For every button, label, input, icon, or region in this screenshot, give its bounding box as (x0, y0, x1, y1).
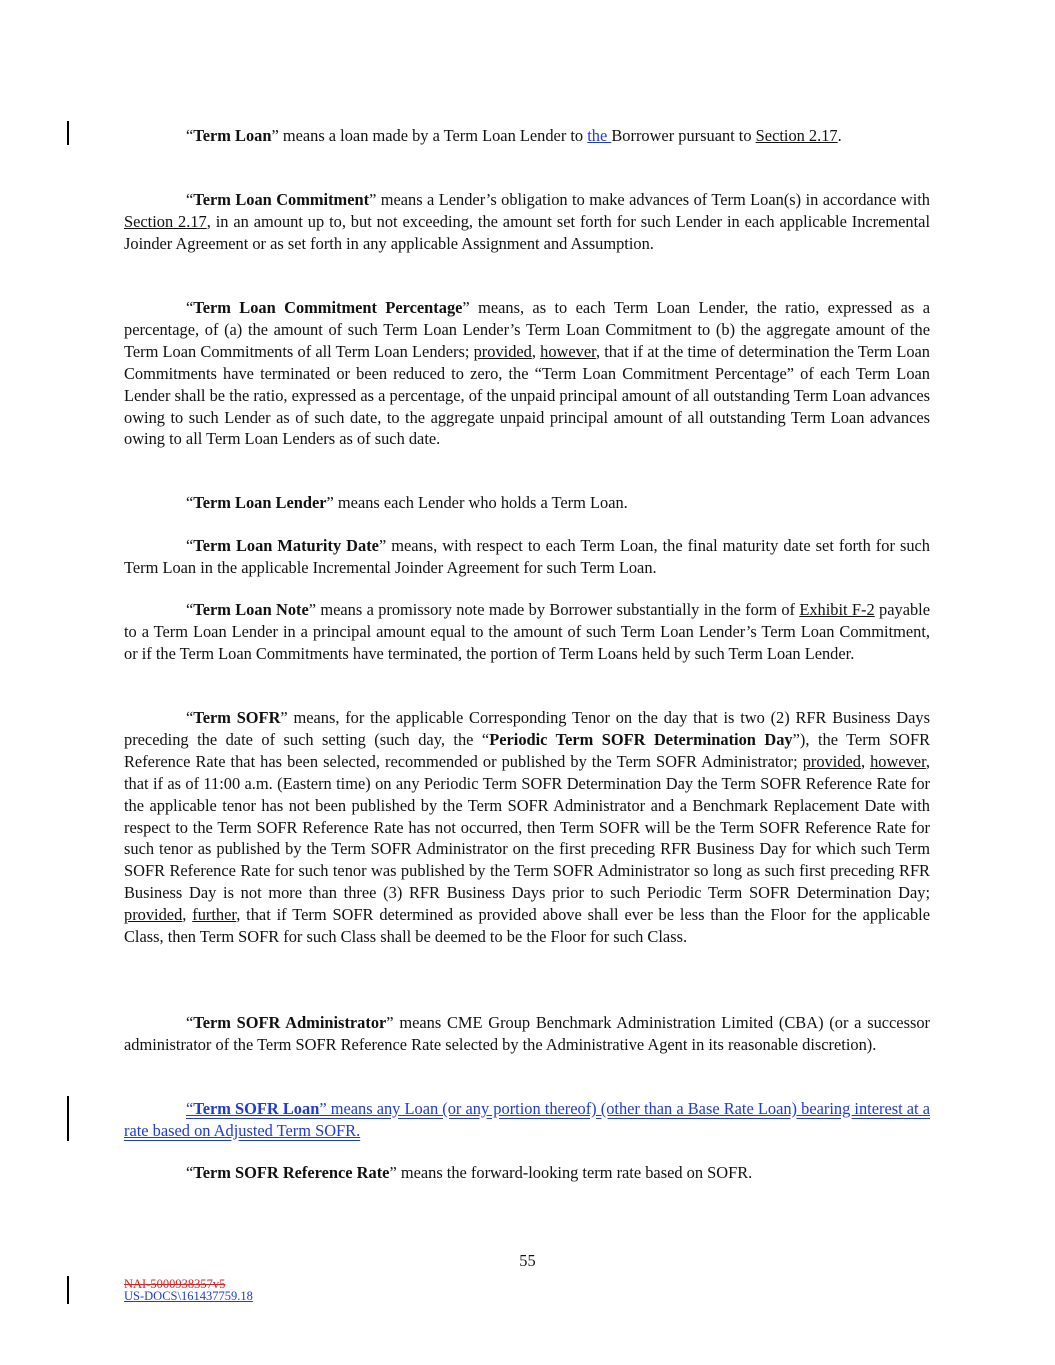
definition-term-loan: “Term Loan” means a loan made by a Term Loan Lender to the Borrower pursuant to Section 2.17. (186, 126, 842, 145)
defined-term: Term Loan Maturity Date (193, 536, 379, 555)
definition-term-loan-commitment-percentage: “Term Loan Commitment Percentage” means, as to each Term Loan Lender, the ratio, expressed as a percentage, of (a) the amount of such Term Loan Lender’s Term Loan Commitment to (b) the aggregate amount of the Term Loan Commitments of all Term Loan Lenders; provided, however, that if at the time of determination the Term Loan Commitments have terminated or been reduced to zero, the “Term Loan Commitment Percentage” of each Term Loan Lender shall be the ratio, expressed as a percentage, of the unpaid principal amount of all outstanding Term Loan advances owing to such Lender as of such date, to the aggregate unpaid principal amount of all outstanding Term Loan advances owing to all Term Loan Lenders as of such date. (124, 298, 930, 449)
definition-term-loan-note: “Term Loan Note” means a promissory note made by Borrower substantially in the form of Exhibit F-2 payable to a Term Loan Lender in a principal amount equal to the amount of such Term Loan Lender’s Term Loan Commitment, or if the Term Loan Commitments have terminated, the portion of Term Loans held by such Term Loan Lender. (124, 600, 930, 663)
defined-term: Term Loan (193, 126, 272, 145)
definition-term-sofr: “Term SOFR” means, for the applicable Corresponding Tenor on the day that is two (2) RFR Business Days preceding the date of such setting (such day, the “Periodic Term SOFR Determination Day”), the Term SOFR Reference Rate that has been selected, recommended or published by the Term SOFR Administrator; provided, however, that if as of 11:00 a.m. (Eastern time) on any Periodic Term SOFR Determination Day the Term SOFR Reference Rate for the applicable tenor has not been published by the Term SOFR Administrator and a Benchmark Replacement Date with respect to the Term SOFR Reference Rate has not occurred, then Term SOFR will be the Term SOFR Reference Rate for such tenor as published by the Term SOFR Administrator on the first preceding RFR Business Day for which such Term SOFR Reference Rate for such tenor was published by the Term SOFR Administrator so long as such first preceding RFR Business Day is not more than three (3) RFR Business Days prior to such Periodic Term SOFR Determination Day; provided, further, that if Term SOFR determined as provided above shall ever be less than the Floor for the applicable Class, then Term SOFR for such Class shall be deemed to be the Floor for such Class. (124, 708, 930, 947)
defined-term: Term Loan Lender (193, 493, 327, 512)
definition-term-sofr-loan (124, 1098, 930, 1142)
definition-term-loan-lender: “Term Loan Lender” means each Lender who holds a Term Loan. (186, 493, 628, 512)
defined-term: Term Loan Commitment Percentage (193, 298, 463, 317)
definition-term-sofr-reference-rate: “Term SOFR Reference Rate” means the forward-looking term rate based on SOFR. (186, 1163, 753, 1182)
inserted-text: the (587, 126, 612, 145)
inserted-text: “Term SOFR Loan” means any Loan (or any portion thereof) (other than a Base Rate Loan) bearing interest at a rate based on Adjusted Term SOFR. (124, 1099, 930, 1140)
page-number: 55 (519, 1251, 536, 1270)
defined-term: Term SOFR Reference Rate (193, 1163, 390, 1182)
change-bar (67, 1096, 69, 1141)
defined-term: Term SOFR Administrator (193, 1013, 387, 1032)
change-bar (67, 121, 69, 145)
definition-term-loan-commitment: “Term Loan Commitment” means a Lender’s obligation to make advances of Term Loan(s) in accordance with Section 2.17, in an amount up to, but not exceeding, the amount set forth for such Lender in each applicable Incremental Joinder Agreement or as set forth in any applicable Assignment and Assumption. (124, 190, 931, 253)
section-reference: Section 2.17 (124, 211, 207, 231)
defined-term: Term Loan Note (193, 600, 309, 619)
deleted-document-id: NAI-5000938357v5 (124, 1277, 226, 1291)
exhibit-reference: Exhibit F-2 (799, 600, 875, 619)
defined-term: Term SOFR Loan (193, 1099, 320, 1118)
defined-term: Term SOFR (193, 708, 281, 727)
change-bar (67, 1276, 69, 1304)
section-reference: Section 2.17 (755, 126, 838, 145)
defined-term: Periodic Term SOFR Determination Day (489, 729, 793, 749)
definition-term-sofr-administrator: “Term SOFR Administrator” means CME Group Benchmark Administration Limited (CBA) (or a successor administrator of the Term SOFR Reference Rate selected by the Administrative Agent in its reasonable discretion). (124, 1013, 930, 1054)
defined-term: Term Loan Commitment (193, 190, 370, 209)
inserted-document-id: US-DOCS\161437759.18 (124, 1289, 253, 1303)
definition-term-loan-maturity-date: “Term Loan Maturity Date” means, with respect to each Term Loan, the final maturity date set forth for such Term Loan in the applicable Incremental Joinder Agreement for such Term Loan. (124, 536, 930, 577)
